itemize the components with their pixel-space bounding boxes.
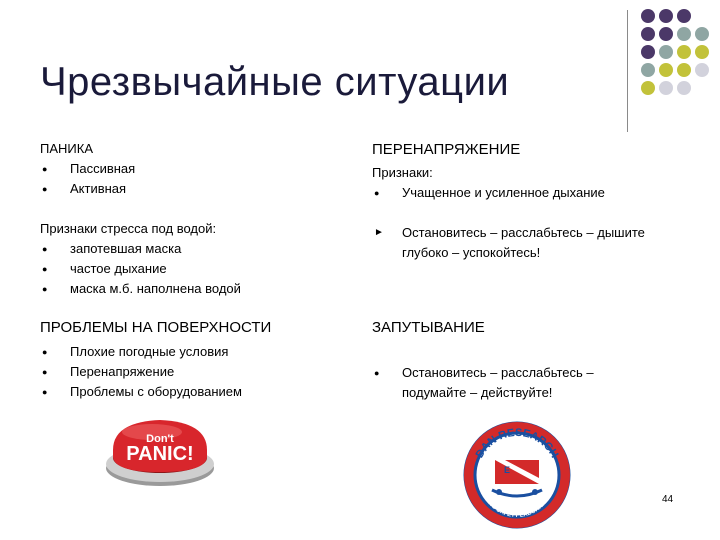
bullet-icon: ● xyxy=(42,184,48,194)
list-item: ● Плохие погодные условия xyxy=(40,342,340,362)
decorative-dot xyxy=(659,45,673,59)
bullet-icon: ● xyxy=(42,164,48,174)
decorative-dot xyxy=(677,27,691,41)
decorative-dot xyxy=(695,63,709,77)
list-item: ● запотевшая маска xyxy=(40,239,320,259)
bullet-icon: ● xyxy=(42,367,48,377)
bullet-icon: ● xyxy=(42,347,48,357)
decorative-dot-grid xyxy=(640,8,720,128)
decorative-dot xyxy=(695,27,709,41)
bullet-icon: ● xyxy=(42,244,48,254)
panic-heading: ПАНИКА xyxy=(40,141,93,156)
bullet-icon: ● xyxy=(42,387,48,397)
list-item: ● маска м.б. наполнена водой xyxy=(40,279,320,299)
dan-research-logo xyxy=(462,420,572,530)
panic-button-text-main: PANIC! xyxy=(126,443,194,465)
list-item: ● частое дыхание xyxy=(40,259,320,279)
decorative-dot xyxy=(641,45,655,59)
bullet-icon: ● xyxy=(374,368,380,378)
decorative-divider-line xyxy=(627,10,628,132)
decorative-dot xyxy=(695,45,709,59)
surface-problems-list xyxy=(40,342,340,402)
svg-text:E: E xyxy=(504,465,511,475)
bullet-icon: ● xyxy=(42,284,48,294)
stress-heading: Признаки стресса под водой: xyxy=(40,221,217,236)
entanglement-heading: ЗАПУТЫВАНИЕ xyxy=(372,319,485,336)
page-number: 44 xyxy=(662,494,674,505)
dan-logo-top-text: DAN RESEARCH xyxy=(473,426,561,461)
surface-problems-heading: ПРОБЛЕМЫ НА ПОВЕРХНОСТИ xyxy=(40,319,272,336)
list-item: ● Активная xyxy=(40,179,320,199)
signs-label: Признаки: xyxy=(372,165,433,180)
list-item: ● Учащенное и усиленное дыхание xyxy=(372,183,692,203)
panic-button-text-top: Don't xyxy=(146,433,174,445)
panic-list xyxy=(40,159,320,199)
triangle-bullet-icon: ► xyxy=(374,227,384,238)
bullet-icon: ● xyxy=(42,264,48,274)
decorative-dot xyxy=(677,63,691,77)
entanglement-section xyxy=(372,318,692,403)
decorative-dot xyxy=(659,27,673,41)
decorative-dot xyxy=(659,9,673,23)
list-item: ● Проблемы с оборудованием xyxy=(40,382,340,402)
stress-section xyxy=(40,219,320,299)
list-item: ● Перенапряжение xyxy=(40,362,340,382)
bullet-icon: ● xyxy=(374,188,380,198)
slide-title: Чрезвычайные ситуации xyxy=(40,60,510,104)
decorative-dot xyxy=(659,63,673,77)
decorative-dot xyxy=(641,27,655,41)
stress-list xyxy=(40,239,320,299)
decorative-dot xyxy=(677,9,691,23)
list-item: ● Остановитесь – расслабьтесь – подумайте – действуйте! xyxy=(374,365,594,400)
decorative-dot xyxy=(641,9,655,23)
decorative-dot xyxy=(641,63,655,77)
overexertion-section xyxy=(372,140,692,263)
surface-problems-section xyxy=(40,318,340,402)
list-item: ► Остановитесь – расслабьтесь – дышите глубоко – успокойтесь! xyxy=(374,225,645,260)
panic-section xyxy=(40,139,320,199)
overexertion-heading: ПЕРЕНАПРЯЖЕНИЕ xyxy=(372,141,521,158)
entanglement-list xyxy=(372,363,692,403)
panic-button-image xyxy=(100,410,220,490)
list-item: ● Пассивная xyxy=(40,159,320,179)
decorative-dot xyxy=(659,81,673,95)
decorative-dot xyxy=(641,81,655,95)
dan-logo-bottom-text: DIVING SAFETY LABORATORY xyxy=(480,491,554,520)
decorative-dot xyxy=(677,81,691,95)
decorative-dot xyxy=(677,45,691,59)
advice-list xyxy=(372,223,692,263)
signs-list xyxy=(372,183,692,203)
